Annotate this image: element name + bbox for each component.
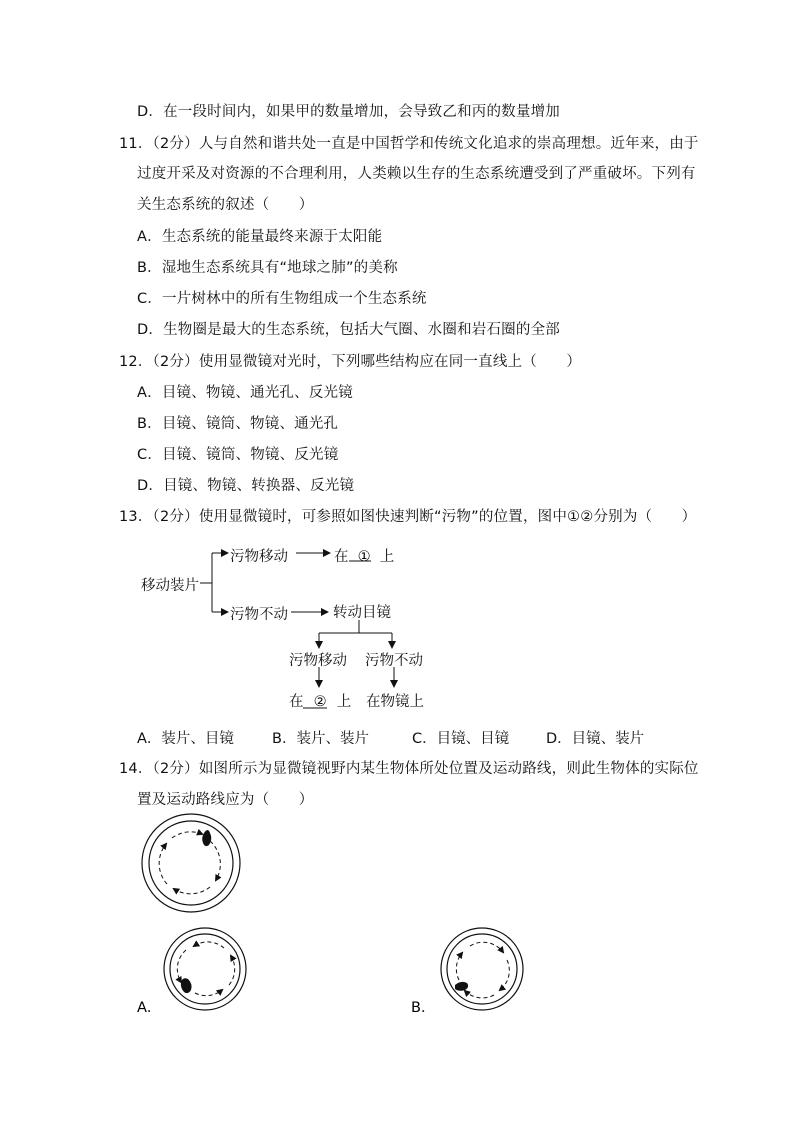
q13-option-c: C．目镜、目镜 bbox=[412, 731, 510, 747]
flow-debris-moves: 污物移动 bbox=[230, 549, 288, 565]
flow-blank-1: ① bbox=[357, 549, 371, 565]
q12-option-d: D．目镜、物镜、转换器、反光镜 bbox=[137, 478, 355, 494]
q11-stem-line2: 过度开采及对资源的不合理利用，人类赖以生存的生态系统遭受到了严重破坏。下列有 bbox=[137, 166, 696, 182]
q11-option-b: B．湿地生态系统具有“地球之肺”的美称 bbox=[137, 260, 398, 276]
flow-at-prefix: 在 bbox=[334, 549, 349, 565]
q11-option-a: A．生态系统的能量最终来源于太阳能 bbox=[137, 229, 383, 245]
q10-option-d: D．在一段时间内，如果甲的数量增加，会导致乙和丙的数量增加 bbox=[137, 104, 560, 120]
organism-icon bbox=[202, 830, 211, 846]
q14-stem-line1: 14．（2分）如图所示为显微镜视野内某生物体所处位置及运动路线，则此生物体的实际位 bbox=[119, 761, 699, 777]
flow-debris-still-2: 污物不动 bbox=[365, 653, 423, 669]
flow-at-suffix-2: 上 bbox=[336, 694, 352, 710]
q13-option-b: B．装片、装片 bbox=[272, 731, 369, 747]
q14-stem-line2: 置及运动路线应为（ ） bbox=[137, 792, 314, 808]
q13-option-d: D．目镜、装片 bbox=[546, 731, 645, 747]
q12-stem: 12．（2分）使用显微镜对光时，下列哪些结构应在同一直线上（ ） bbox=[119, 354, 582, 370]
organism-icon bbox=[455, 982, 468, 991]
field-of-view-main bbox=[142, 814, 240, 912]
flow-debris-still: 污物不动 bbox=[230, 607, 288, 623]
q12-option-a: A．目镜、物镜、通光孔、反光镜 bbox=[137, 385, 353, 401]
flow-root-move-slide: 移动装片 bbox=[141, 578, 199, 594]
flow-rotate-eyepiece: 转动目镜 bbox=[333, 605, 391, 621]
q11-option-c: C．一片树林中的所有生物组成一个生态系统 bbox=[137, 291, 427, 307]
q12-option-b: B．目镜、镜筒、物镜、通光孔 bbox=[137, 416, 339, 432]
field-of-view-option-b bbox=[441, 928, 523, 1010]
flow-at-prefix-2: 在 bbox=[289, 694, 304, 710]
q11-stem-line1: 11．（2分）人与自然和谐共处一直是中国哲学和传统文化追求的崇高理想。近年来，由于 bbox=[119, 136, 699, 152]
q13-stem: 13．（2分）使用显微镜时，可参照如图快速判断“污物”的位置，图中①②分别为（ ） bbox=[119, 509, 697, 525]
q14-option-a-label: A． bbox=[137, 1000, 162, 1016]
flow-debris-moves-2: 污物移动 bbox=[289, 653, 347, 669]
q12-option-c: C．目镜、镜筒、物镜、反光镜 bbox=[137, 447, 339, 463]
q11-option-d: D．生物圈是最大的生态系统，包括大气圈、水圈和岩石圈的全部 bbox=[137, 322, 560, 338]
q11-stem-line3: 关生态系统的叙述（ ） bbox=[137, 197, 314, 213]
q13-option-a: A．装片、目镜 bbox=[137, 731, 234, 747]
field-of-view-option-a bbox=[164, 928, 246, 1010]
q14-option-b-label: B． bbox=[411, 1000, 436, 1016]
flow-at-suffix: 上 bbox=[379, 549, 395, 565]
flow-on-objective: 在物镜上 bbox=[366, 694, 424, 710]
flow-blank-2: ② bbox=[313, 694, 327, 710]
organism-icon bbox=[181, 978, 192, 993]
